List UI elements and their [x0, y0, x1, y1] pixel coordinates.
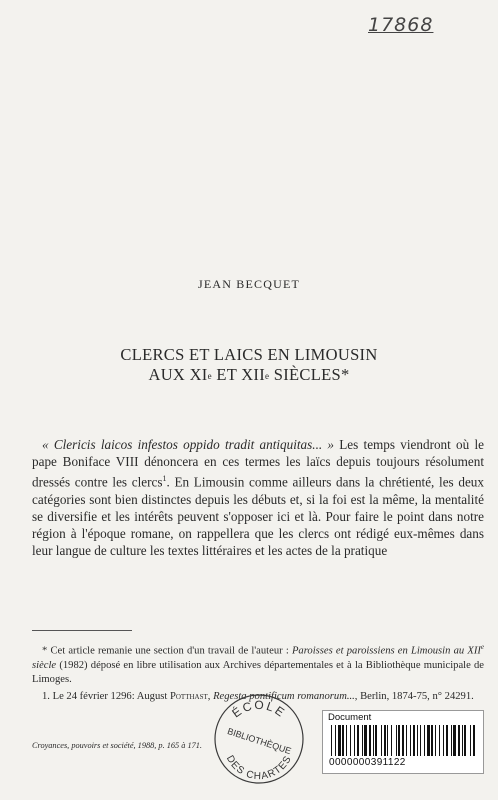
- stamp-middle-text: BIBLIOTHÈQUE: [226, 726, 293, 757]
- svg-text:ÉCOLE: [229, 698, 289, 721]
- handwritten-number: 17868: [368, 14, 434, 36]
- footnote-star: * Cet article remanie une section d'un travail de l'auteur : Paroisses et paroissiens en Limousin au XIIe siècle (1982) déposé en libre utilisation aux Archives départementales et à la Bibliothèque municipale de Limoges.: [32, 643, 484, 685]
- title-line-1: CLERCS ET LAICS EN LIMOUSIN: [120, 345, 378, 364]
- latin-quote: « Clericis laicos infestos oppido tradit antiquitas... »: [42, 437, 335, 452]
- barcode-number: 0000000391122: [329, 757, 406, 768]
- footnote-rule: [32, 630, 132, 631]
- footnote-1: 1. Le 24 février 1296: August Potthast, Regesta pontificum romanorum..., Berlin, 1874-75, n° 24291.: [42, 691, 474, 703]
- footnote-mark-star: *: [340, 365, 350, 384]
- svg-text:DES CHARTES: [224, 754, 294, 782]
- stamp-top-text: ÉCOLE: [229, 697, 289, 721]
- library-stamp: [212, 692, 306, 786]
- author-name: JEAN BECQUET: [197, 277, 301, 291]
- article-title: [0, 345, 498, 385]
- title-line-2: AUX XIe ET XIIe SIÈCLES*: [148, 365, 350, 384]
- body-paragraph: « Clericis laicos infestos oppido tradit antiquitas... » Les temps viendront où le pape Boniface VIII dénoncera en ces termes les laïcs depuis toujours résolument dressés contre les clercs$^1$. En Limousin comme ailleurs dans la chrétienté, les deux catégories sont bien distinctes depuis les débuts et, si la foi est la même, la mentalité se diversifie et les intérêts peuvent s'opposer ici et là. Pour faire le point dans notre région à l'époque romane, on rappellera que les clercs ont rédigé eux-mêmes dans leur langue de culture les textes littéraires et les actes de la pratique: [32, 437, 484, 558]
- footnote-ref-1: 1: [162, 474, 167, 484]
- barcode-bars: [329, 725, 477, 756]
- barcode-title: Document: [328, 712, 372, 723]
- stamp-bottom-text: DES CHARTES: [223, 753, 295, 783]
- barcode-label: [322, 710, 484, 774]
- source-citation: Croyances, pouvoirs et société, 1988, p. 165 à 171.: [32, 741, 202, 750]
